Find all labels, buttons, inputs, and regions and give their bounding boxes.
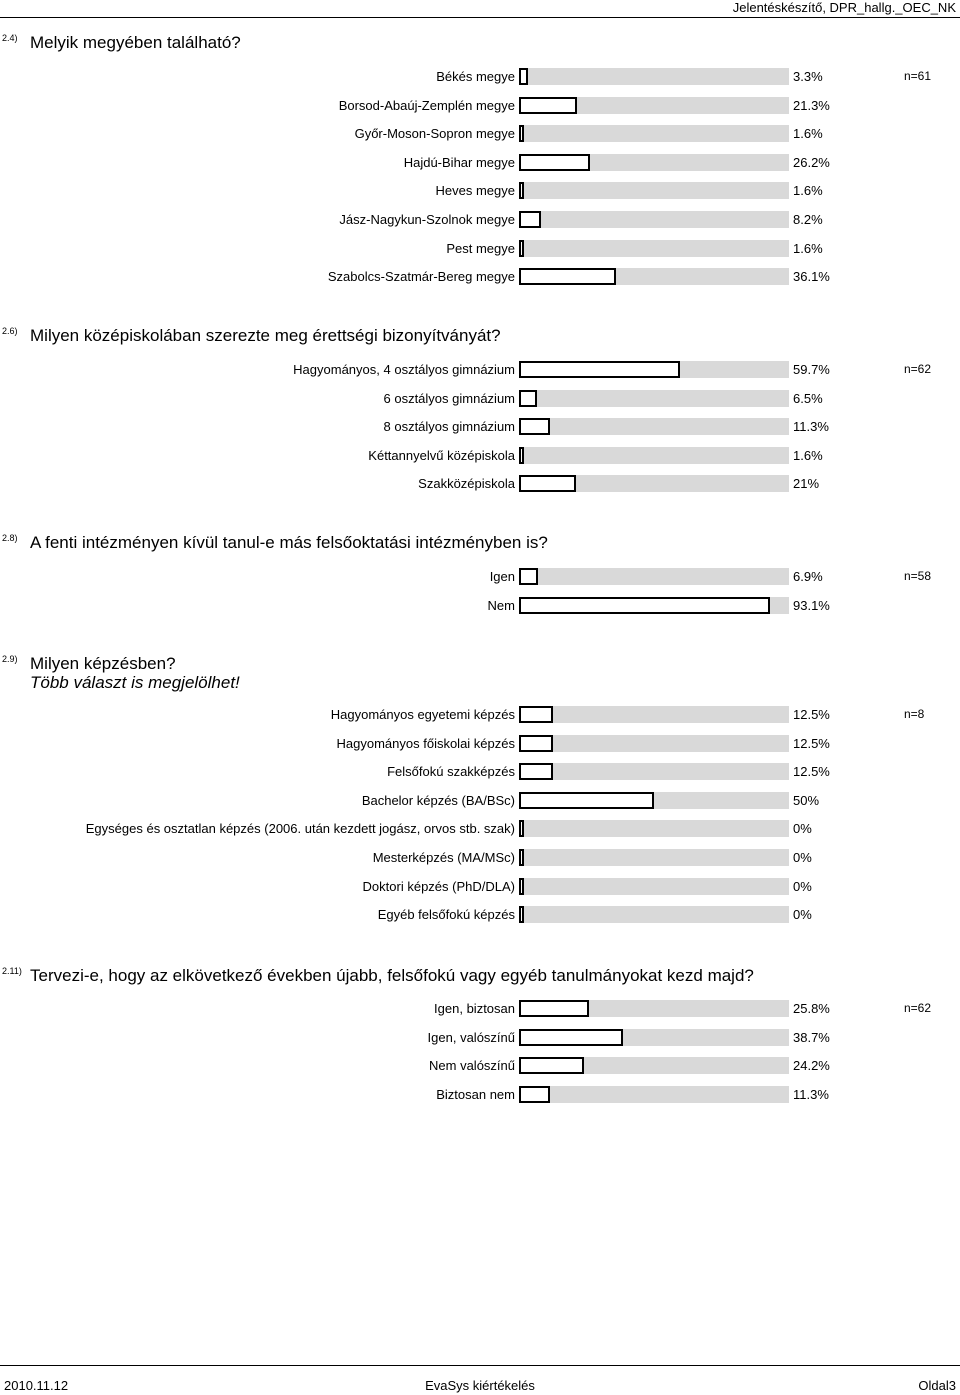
answer-label: Hagyományos egyetemi képzés (330, 707, 515, 722)
answer-row (0, 446, 960, 466)
answer-label: Biztosan nem (436, 1087, 515, 1102)
answer-row (0, 762, 960, 782)
answer-row (0, 96, 960, 116)
percent-label: 6.9% (793, 569, 823, 584)
bar-track (519, 906, 789, 923)
question-text: Milyen képzésben? (30, 654, 176, 673)
bar-track (519, 182, 789, 199)
percent-label: 12.5% (793, 707, 830, 722)
percent-label: 24.2% (793, 1058, 830, 1073)
question-title (30, 533, 548, 552)
percent-label: 11.3% (793, 419, 829, 434)
answer-row (0, 1085, 960, 1105)
percent-label: 1.6% (793, 183, 823, 198)
bar (519, 706, 553, 723)
answer-row (0, 181, 960, 201)
bar (519, 390, 537, 407)
sample-size: n=62 (904, 1001, 932, 1015)
percent-label: 25.8% (793, 1001, 830, 1016)
bar (519, 268, 616, 285)
question-text: Tervezi-e, hogy az elkövetkező években újabb, felsőfokú vagy egyéb tanulmányokat kezd majd? (30, 966, 754, 985)
bar-track (519, 154, 789, 171)
answer-row (0, 417, 960, 437)
percent-label: 0% (793, 850, 812, 865)
bar-track (519, 418, 789, 435)
answer-label: Doktori képzés (PhD/DLA) (362, 879, 515, 894)
answer-row (0, 210, 960, 230)
question-number: 2.8) (2, 533, 18, 543)
bar-track (519, 1057, 789, 1074)
footer-page: Oldal3 (918, 1378, 956, 1393)
answer-row (0, 791, 960, 811)
question-title (30, 966, 754, 985)
answer-row (0, 267, 960, 287)
bar (519, 820, 524, 837)
bar (519, 97, 577, 114)
answer-row (0, 705, 960, 725)
percent-label: 21% (793, 476, 820, 491)
bar (519, 792, 654, 809)
question-title (30, 33, 241, 52)
answer-row (0, 905, 960, 925)
percent-label: 21.3% (793, 98, 830, 113)
bar-track (519, 68, 789, 85)
answer-row (0, 877, 960, 897)
bar (519, 154, 590, 171)
percent-label: 3.3% (793, 69, 823, 84)
percent-label: 1.6% (793, 126, 823, 141)
answer-row (0, 67, 960, 87)
question-instruction: Több választ is megjelölhet! (30, 673, 240, 692)
bar-track (519, 1086, 789, 1103)
bar (519, 906, 524, 923)
answer-row (0, 153, 960, 173)
percent-label: 38.7% (793, 1030, 830, 1045)
header-divider (0, 17, 960, 18)
percent-label: 12.5% (793, 736, 830, 751)
answer-row (0, 1056, 960, 1076)
answer-label: Egységes és osztatlan képzés (2006. után kezdett jogász, orvos stb. szak) (85, 821, 515, 836)
bar (519, 1029, 623, 1046)
answer-row (0, 360, 960, 380)
bar (519, 418, 550, 435)
answer-row (0, 389, 960, 409)
footer-divider (0, 1365, 960, 1366)
question-number: 2.9) (2, 654, 18, 664)
bar-track (519, 763, 789, 780)
bar-track (519, 706, 789, 723)
answer-label: Igen, valószínű (427, 1030, 515, 1045)
bar (519, 597, 770, 614)
percent-label: 93.1% (793, 598, 830, 613)
bar (519, 735, 553, 752)
sample-size: n=58 (904, 569, 932, 583)
bar-track (519, 125, 789, 142)
answer-label: Igen (489, 569, 515, 584)
bar-track (519, 878, 789, 895)
sample-size: n=8 (904, 707, 925, 721)
answer-row (0, 596, 960, 616)
percent-label: 0% (793, 907, 812, 922)
bar-track (519, 1000, 789, 1017)
percent-label: 0% (793, 879, 812, 894)
footer-date: 2010.11.12 (4, 1378, 69, 1393)
question-text: Melyik megyében található? (30, 33, 241, 52)
bar-track (519, 735, 789, 752)
answer-label: Hajdú-Bihar megye (403, 155, 515, 170)
percent-label: 12.5% (793, 764, 830, 779)
bar (519, 1057, 584, 1074)
bar (519, 849, 524, 866)
bar-track (519, 820, 789, 837)
question-number: 2.6) (2, 326, 18, 336)
percent-label: 1.6% (793, 448, 823, 463)
sample-size: n=62 (904, 362, 932, 376)
sample-size: n=61 (904, 69, 932, 83)
answer-row (0, 124, 960, 144)
percent-label: 1.6% (793, 241, 823, 256)
question-number: 2.11) (2, 966, 22, 976)
bar-track (519, 211, 789, 228)
answer-row (0, 567, 960, 587)
bar-track (519, 1029, 789, 1046)
percent-label: 36.1% (793, 269, 830, 284)
bar (519, 182, 524, 199)
bar (519, 240, 524, 257)
percent-label: 8.2% (793, 212, 823, 227)
bar (519, 68, 528, 85)
bar (519, 361, 680, 378)
answer-label: Szabolcs-Szatmár-Bereg megye (327, 269, 515, 284)
report-header: Jelentéskészítő, DPR_hallg._OEC_NK (732, 0, 956, 15)
bar (519, 763, 553, 780)
answer-label: Igen, biztosan (434, 1001, 515, 1016)
answer-label: Hagyományos főiskolai képzés (336, 736, 515, 751)
answer-row (0, 239, 960, 259)
bar (519, 211, 541, 228)
bar-track (519, 792, 789, 809)
answer-label: Győr-Moson-Sopron megye (354, 126, 515, 141)
percent-label: 0% (793, 821, 812, 836)
answer-label: Pest megye (446, 241, 515, 256)
percent-label: 6.5% (793, 391, 823, 406)
question-title (30, 326, 501, 345)
answer-label: Kéttannyelvű középiskola (368, 448, 515, 463)
question-text: Milyen középiskolában szerezte meg érettségi bizonyítványát? (30, 326, 501, 345)
bar (519, 447, 524, 464)
answer-label: Heves megye (435, 183, 515, 198)
bar (519, 125, 524, 142)
percent-label: 50% (793, 793, 820, 808)
percent-label: 59.7% (793, 362, 830, 377)
bar-track (519, 97, 789, 114)
answer-label: Bachelor képzés (BA/BSc) (361, 793, 515, 808)
bar-track (519, 268, 789, 285)
answer-label: 6 osztályos gimnázium (383, 391, 515, 406)
bar-track (519, 597, 789, 614)
percent-label: 11.3% (793, 1087, 829, 1102)
bar (519, 1000, 589, 1017)
answer-label: Borsod-Abaúj-Zemplén megye (338, 98, 515, 113)
bar-track (519, 447, 789, 464)
bar (519, 568, 538, 585)
bar (519, 1086, 550, 1103)
answer-row (0, 734, 960, 754)
bar (519, 878, 524, 895)
answer-label: Hagyományos, 4 osztályos gimnázium (293, 362, 515, 377)
question-number: 2.4) (2, 33, 18, 43)
answer-label: Nem (487, 598, 515, 613)
answer-label: Felsőfokú szakképzés (387, 764, 515, 779)
bar-track (519, 568, 789, 585)
answer-row (0, 819, 960, 839)
answer-label: 8 osztályos gimnázium (383, 419, 515, 434)
answer-label: Nem valószínű (429, 1058, 515, 1073)
answer-row (0, 848, 960, 868)
answer-label: Mesterképzés (MA/MSc) (372, 850, 515, 865)
bar-track (519, 390, 789, 407)
answer-row (0, 474, 960, 494)
answer-row (0, 999, 960, 1019)
bar-track (519, 849, 789, 866)
question-title (30, 654, 240, 692)
question-text: A fenti intézményen kívül tanul-e más felsőoktatási intézményben is? (30, 533, 548, 552)
bar-track (519, 361, 789, 378)
answer-label: Egyéb felsőfokú képzés (377, 907, 515, 922)
answer-label: Jász-Nagykun-Szolnok megye (339, 212, 515, 227)
percent-label: 26.2% (793, 155, 830, 170)
bar-track (519, 475, 789, 492)
bar-track (519, 240, 789, 257)
answer-label: Békés megye (436, 69, 515, 84)
answer-row (0, 1028, 960, 1048)
footer-title: EvaSys kiértékelés (425, 1378, 535, 1393)
answer-label: Szakközépiskola (418, 476, 515, 491)
bar (519, 475, 576, 492)
